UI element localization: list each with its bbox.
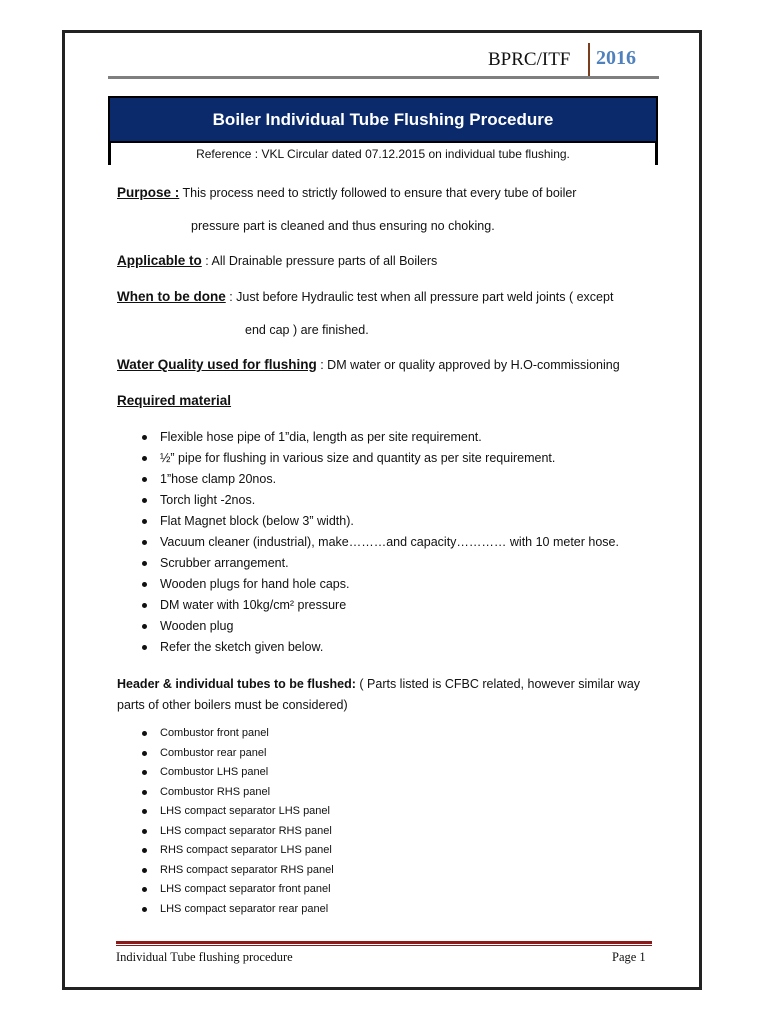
applicable-label: Applicable to bbox=[117, 253, 202, 268]
footer-rule-thin bbox=[116, 945, 652, 946]
page-number: Page 1 bbox=[612, 950, 646, 964]
purpose-line bbox=[117, 185, 576, 200]
when-text-2: end cap ) are finished. bbox=[245, 323, 369, 337]
list-item: Combustor rear panel bbox=[140, 746, 334, 766]
list-item: Wooden plugs for hand hole caps. bbox=[140, 575, 619, 596]
purpose-text-2: pressure part is cleaned and thus ensuring no choking. bbox=[191, 219, 495, 233]
list-item: LHS compact separator LHS panel bbox=[140, 804, 334, 824]
list-item: Torch light -2nos. bbox=[140, 491, 619, 512]
required-material-heading: Required material bbox=[117, 393, 232, 408]
purpose-text-1: This process need to strictly followed to ensure that every tube of boiler bbox=[179, 186, 577, 200]
list-item: Combustor front panel bbox=[140, 726, 334, 746]
tubes-text: ( Parts listed is CFBC related, however similar way parts of other boilers must be considered) bbox=[117, 677, 641, 712]
list-item: DM water with 10kg/cm² pressure bbox=[140, 596, 619, 617]
water-line bbox=[117, 357, 620, 372]
required-material-list bbox=[140, 428, 619, 659]
applicable-text: : All Drainable pressure parts of all Boilers bbox=[201, 254, 438, 268]
reference-line: Reference : VKL Circular dated 07.12.2015 on individual tube flushing. bbox=[108, 143, 658, 165]
list-item: LHS compact separator front panel bbox=[140, 882, 334, 902]
footer-title: Individual Tube flushing procedure bbox=[116, 950, 293, 964]
list-item: Flat Magnet block (below 3” width). bbox=[140, 512, 619, 533]
water-text: : DM water or quality approved by H.O-commissioning bbox=[316, 358, 620, 372]
list-item: Wooden plug bbox=[140, 617, 619, 638]
water-label: Water Quality used for flushing bbox=[117, 357, 317, 372]
header-rule bbox=[108, 76, 659, 79]
document-title: Boiler Individual Tube Flushing Procedure bbox=[108, 96, 658, 143]
footer-rule bbox=[116, 941, 652, 944]
when-label: When to be done bbox=[117, 289, 226, 304]
list-item: RHS compact separator LHS panel bbox=[140, 843, 334, 863]
header-org: BPRC/ITF bbox=[488, 49, 571, 70]
tubes-list bbox=[140, 726, 334, 921]
when-line bbox=[117, 289, 613, 304]
list-item: Scrubber arrangement. bbox=[140, 554, 619, 575]
list-item: LHS compact separator rear panel bbox=[140, 902, 334, 922]
list-item: Refer the sketch given below. bbox=[140, 638, 619, 659]
list-item: Combustor LHS panel bbox=[140, 765, 334, 785]
list-item: 1”hose clamp 20nos. bbox=[140, 470, 619, 491]
applicable-line bbox=[117, 253, 437, 268]
header-separator bbox=[588, 43, 590, 79]
list-item: LHS compact separator RHS panel bbox=[140, 824, 334, 844]
list-item: Flexible hose pipe of 1”dia, length as per site requirement. bbox=[140, 428, 619, 449]
list-item: RHS compact separator RHS panel bbox=[140, 863, 334, 883]
when-text-1: : Just before Hydraulic test when all pressure part weld joints ( except bbox=[225, 290, 614, 304]
tubes-paragraph bbox=[117, 674, 662, 716]
list-item: Combustor RHS panel bbox=[140, 785, 334, 805]
list-item: Vacuum cleaner (industrial), make………and capacity………… with 10 meter hose. bbox=[140, 533, 619, 554]
tubes-label: Header & individual tubes to be flushed: bbox=[117, 677, 356, 691]
list-item: ½” pipe for flushing in various size and quantity as per site requirement. bbox=[140, 449, 619, 470]
header-year: 2016 bbox=[596, 47, 636, 69]
purpose-label: Purpose : bbox=[117, 185, 180, 200]
